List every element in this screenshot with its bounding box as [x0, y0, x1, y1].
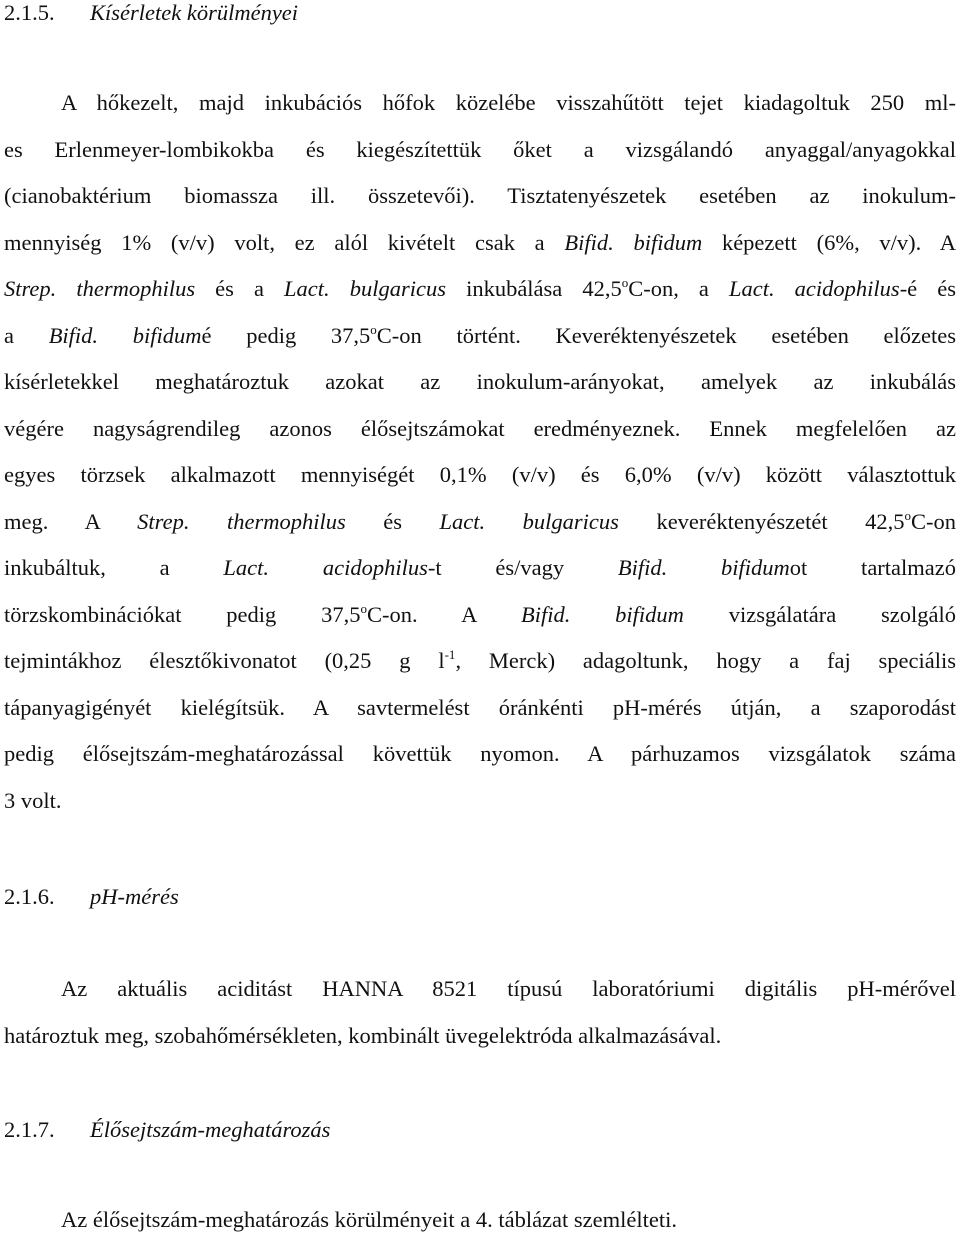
species-name: Bifid. bifidum: [520, 601, 684, 627]
text-run: C-on: [910, 508, 956, 534]
text-run: é pedig 37,5: [201, 322, 371, 348]
species-name: Lact. acidophilus: [223, 555, 428, 580]
section-number: 2.1.7.: [4, 1117, 55, 1142]
text-line: [4, 545, 956, 592]
text-run: (cianobaktérium biomassza ill. összetevői). Tisztatenyészetek esetében az inokulum-: [4, 183, 956, 208]
text-line: [4, 1197, 956, 1244]
text-line: [4, 1013, 956, 1060]
text-run: inkubálása 42,5: [446, 276, 622, 301]
text-run: meg. A: [4, 508, 138, 534]
section-heading-2-1-5: [4, 0, 298, 26]
species-name: Bifid. bifidum: [617, 555, 790, 580]
text-run: es Erlenmeyer-lombikokba és kiegészítettük őket a vizsgálandó anyaggal/anyagokkal: [4, 136, 956, 162]
degree-superscript: o: [904, 507, 911, 523]
text-line: [4, 778, 956, 825]
exponent-superscript: -1: [444, 647, 456, 662]
section-title: Élősejtszám-meghatározás: [90, 1117, 331, 1142]
text-line: [4, 638, 956, 685]
text-run: -é és: [899, 276, 956, 301]
text-run: A hőkezelt, majd inkubációs hőfok közelébe visszahűtött tejet kiadagoltuk 250 ml-: [61, 90, 956, 115]
text-run: vizsgálatára szolgáló: [683, 601, 956, 627]
section-heading-2-1-7: [4, 1117, 330, 1143]
text-run: C-on, a: [628, 276, 729, 301]
section-number: 2.1.5.: [4, 0, 55, 25]
text-run: képezett (6%, v/v). A: [702, 229, 957, 255]
text-run: Az élősejtszám-meghatározás körülményeit a 4. táblázat szemlélteti.: [61, 1207, 677, 1232]
text-line: [4, 266, 956, 313]
species-name: Lact. bulgaricus: [284, 276, 446, 301]
text-run: mennyiség 1% (v/v) volt, ez alól kivételt csak a: [4, 229, 565, 255]
text-run: inkubáltuk, a: [4, 555, 224, 580]
text-line: [4, 173, 956, 220]
text-line: [4, 499, 956, 546]
text-run: 3 volt.: [4, 787, 62, 813]
text-run: végére nagyságrendileg azonos élősejtszámokat eredményeznek. Ennek megfelelően az: [4, 415, 956, 441]
paragraph-viable-count: [4, 1197, 956, 1244]
text-run: ot tartalmazó: [789, 555, 957, 580]
text-line: [4, 127, 956, 174]
text-run: Az aktuális aciditást HANNA 8521 típusú laboratóriumi digitális pH-mérővel: [61, 976, 956, 1001]
text-run: C-on. A: [366, 601, 521, 627]
text-run: és: [345, 508, 440, 534]
text-run: határoztuk meg, szobahőmérsékleten, kombinált üvegelektróda alkalmazásával.: [4, 1022, 722, 1048]
species-name: Lact. acidophilus: [728, 276, 900, 301]
text-line: [4, 685, 956, 732]
section-title: pH-mérés: [90, 884, 179, 909]
text-run: a: [4, 322, 49, 348]
text-run: , Merck) adagoltunk, hogy a faj speciális: [455, 648, 957, 673]
species-name: Bifid. bifidum: [48, 322, 202, 348]
degree-superscript: o: [370, 321, 377, 337]
text-run: törzskombinációkat pedig 37,5: [4, 601, 361, 627]
degree-superscript: o: [621, 275, 629, 290]
text-run: -t és/vagy: [427, 555, 618, 580]
text-run: keveréktenyészetét 42,5: [618, 508, 905, 534]
text-line: [4, 966, 956, 1013]
text-line: [4, 80, 956, 127]
text-run: kísérletekkel meghatároztuk azokat az inokulum-arányokat, amelyek az inkubálás: [4, 369, 956, 394]
text-line: [4, 406, 956, 453]
text-run: és a: [195, 276, 285, 301]
species-name: Strep. thermophilus: [137, 508, 346, 534]
paragraph-ph-measurement: [4, 966, 956, 1059]
species-name: Strep. thermophilus: [4, 276, 196, 301]
text-line: [4, 359, 956, 406]
text-line: [4, 220, 956, 267]
section-heading-2-1-6: [4, 884, 179, 910]
text-line: [4, 452, 956, 499]
text-line: [4, 592, 956, 639]
section-number: 2.1.6.: [4, 884, 55, 909]
text-run: egyes törzsek alkalmazott mennyiségét 0,1% (v/v) és 6,0% (v/v) között választottuk: [4, 462, 956, 487]
text-line: [4, 731, 956, 778]
species-name: Bifid. bifidum: [564, 229, 703, 255]
text-run: C-on történt. Keveréktenyészetek esetében előzetes: [376, 322, 956, 348]
text-run: tápanyagigényét kielégítsük. A savtermelést óránkénti pH-mérés útján, a szaporodást: [4, 694, 956, 720]
section-title: Kísérletek körülményei: [90, 0, 299, 25]
text-run: pedig élősejtszám-meghatározással követtük nyomon. A párhuzamos vizsgálatok száma: [4, 741, 956, 766]
degree-superscript: o: [360, 600, 367, 616]
species-name: Lact. bulgaricus: [439, 508, 619, 534]
text-run: tejmintákhoz élesztőkivonatot (0,25 g l: [4, 648, 445, 673]
text-line: [4, 313, 956, 360]
paragraph-experimental-conditions: [4, 80, 956, 824]
